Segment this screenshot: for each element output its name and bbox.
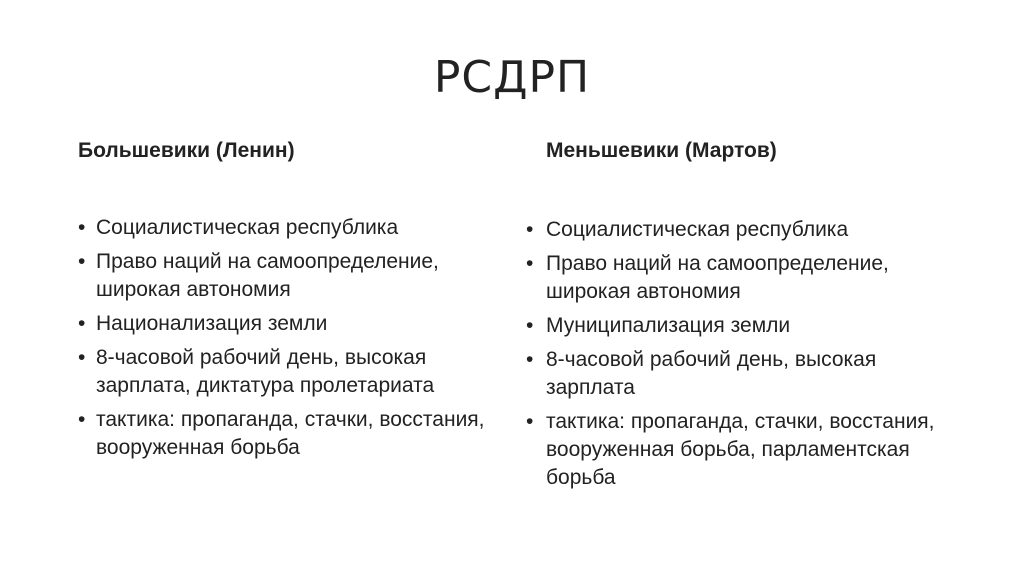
slide-title: РСДРП <box>433 52 591 103</box>
list-item: • Право наций на самоопределение, широкая автономия <box>526 252 889 303</box>
list-item: • 8-часовой рабочий день, высокая зарплата, диктатура пролетариата <box>78 346 435 397</box>
bullet-icon: • <box>526 218 534 241</box>
bullet-icon: • <box>78 250 86 273</box>
bullet-icon: • <box>526 252 534 275</box>
list-item: • Право наций на самоопределение, широкая автономия <box>78 250 439 301</box>
mensheviks-heading: Меньшевики (Мартов) <box>546 139 777 162</box>
list-item: • тактика: пропаганда, стачки, восстания, вооруженная борьба, парламентская борьба <box>526 410 935 489</box>
bolsheviks-heading: Большевики (Ленин) <box>78 139 295 162</box>
list-item: • 8-часовой рабочий день, высокая зарплата <box>526 348 877 399</box>
bullet-icon: • <box>526 348 534 371</box>
bullet-icon: • <box>78 216 86 239</box>
bullet-icon: • <box>78 408 86 431</box>
list-item: • тактика: пропаганда, стачки, восстания, вооруженная борьба <box>78 408 485 459</box>
bullet-icon: • <box>78 346 86 369</box>
list-item: • Социалистическая республика <box>526 216 946 244</box>
bullet-icon: • <box>526 410 534 433</box>
bolsheviks-list <box>78 214 498 468</box>
bullet-icon: • <box>526 314 534 337</box>
list-item: • Национализация земли <box>78 310 498 338</box>
bullet-icon: • <box>78 312 86 335</box>
mensheviks-list <box>526 216 946 498</box>
list-item: • Социалистическая республика <box>78 214 498 242</box>
list-item: • Муниципализация земли <box>526 312 946 340</box>
